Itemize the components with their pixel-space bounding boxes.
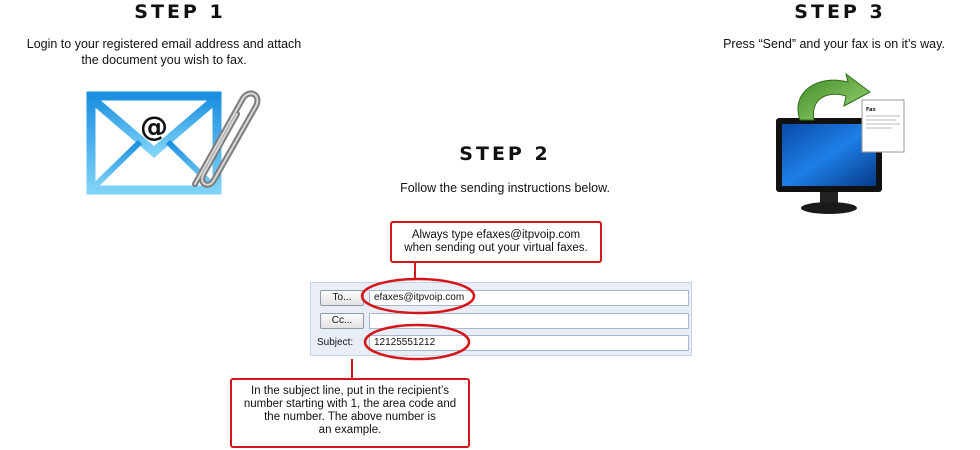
monitor-send-icon (772, 70, 912, 220)
email-address-callout (390, 221, 602, 263)
callout-line: an example. (318, 424, 382, 436)
subject-field[interactable]: 12125551212 (369, 335, 689, 351)
step2-description: Follow the sending instructions below. (400, 181, 610, 195)
cc-button[interactable]: Cc... (320, 313, 364, 329)
step1-description: Login to your registered email address and attach the document you wish to fax. (26, 37, 302, 67)
email-envelope-icon (82, 80, 262, 198)
subject-label: Subject: (317, 337, 354, 348)
callout-line: number starting with 1, the area code and (243, 398, 457, 410)
step3-title: STEP 3 (794, 1, 886, 23)
callout-line: when sending out your virtual faxes. (404, 242, 588, 254)
step2-title: STEP 2 (459, 143, 551, 165)
fax-document-icon (862, 100, 904, 152)
callout-line: the number. The above number is (264, 411, 436, 423)
subject-line-callout (230, 378, 470, 448)
fax-page-label: Fax (866, 107, 876, 113)
send-arrow-icon (798, 74, 870, 120)
callout-line: In the subject line, put in the recipient’s (251, 385, 449, 397)
email-compose-form (310, 282, 692, 356)
callout-line: Always type efaxes@itpvoip.com (411, 229, 581, 241)
step1-title: STEP 1 (134, 1, 226, 23)
to-field[interactable]: efaxes@itpvoip.com (369, 290, 689, 306)
cc-field[interactable] (369, 313, 689, 329)
step3-description: Press “Send” and your fax is on it’s way. (723, 37, 945, 51)
at-symbol: @ (140, 110, 168, 143)
to-button[interactable]: To... (320, 290, 364, 306)
